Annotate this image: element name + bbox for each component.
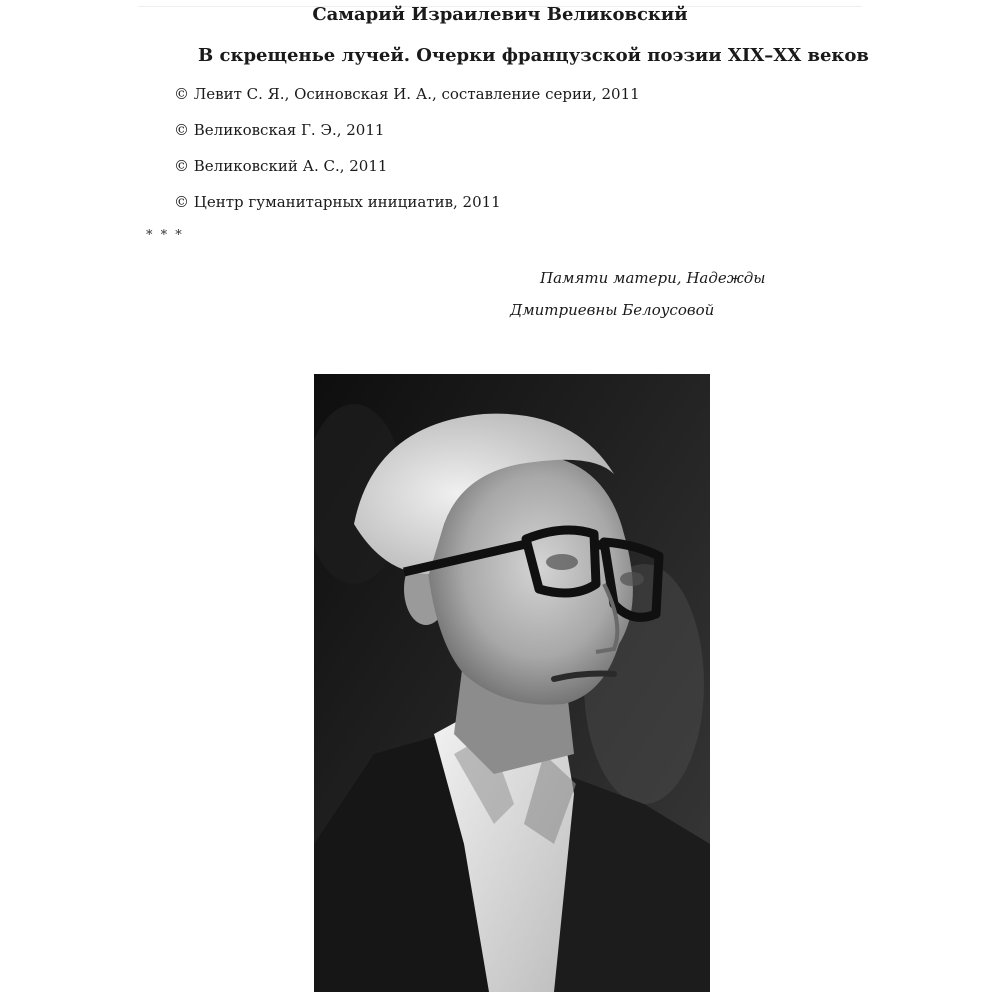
author-name: Самарий Израилевич Великовский — [312, 4, 688, 25]
copyright-line: © Великовский А. С., 2011 — [174, 157, 388, 175]
copyright-line: © Левит С. Я., Осиновская И. А., составление серии, 2011 — [174, 85, 640, 103]
copyright-line: © Великовская Г. Э., 2011 — [174, 121, 385, 139]
book-title: В скрещенье лучей. Очерки французской поэзии XIX–XX веков — [198, 45, 869, 66]
dedication-line-2: Дмитриевны Белоусовой — [510, 301, 715, 319]
portrait-image — [314, 374, 710, 992]
author-portrait-photo — [314, 374, 710, 992]
dedication-line-1: Памяти матери, Надежды — [540, 269, 766, 287]
copyright-line: © Центр гуманитарных инициатив, 2011 — [174, 193, 501, 211]
section-separator: * * * — [146, 228, 184, 243]
